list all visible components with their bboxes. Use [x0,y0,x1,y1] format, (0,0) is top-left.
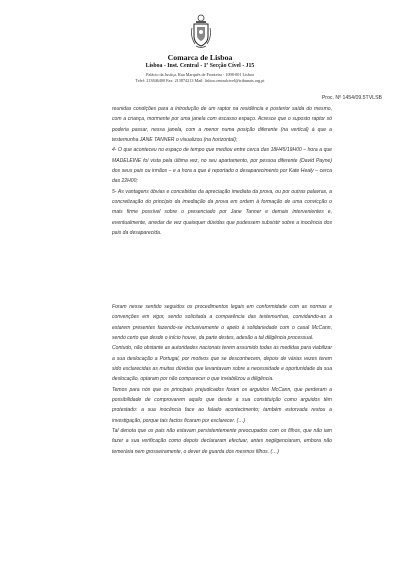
paragraph-prejudiced: Temos para nós que os principais prejudicados foram os arguidos McCann, que perderam a possibilidade de comprovarem aquilo que desde a sua constituição como arguidos têm protestado: a sua inocência face ao falado acontecimento; também estorvada restou a investigação, porque tais factos ficaram por esclarecer. (…) [112,386,332,424]
paragraph-parents: Tal denota que os pais não estavam persistentemente preocupados com os filhos, que não iam fazer a sua verificação como depois declararam efectuar, antes negligenciaram, embora não temerária nem grosseiramente, o dever de guarda dos mesmos filhos. (…) [112,428,332,455]
court-contacts: Telef: 213846400 Fax: 213874213 Mail: lisboa.centralcivel@tribunais.org.pt [135,78,265,83]
paragraph-procedures: Foram nesse sentido seguidos os procedimentos legais em conformidade com as normas e convenções em vigor, sendo solicitada a comparência das testemunhas, convidando-as a estarem presentes fazendo-se inclusivamente o apelo à solidariedade com o casal McCann, sendo certo que desde o início houve, da parte destes, adesão a tal diligência processual. [112,304,332,342]
paragraph-conditions: reunidas condições para a introdução de um raptor na residência e posterior saída do mesmo, com a criança, mormente por uma janela com escasso espaço. Acresce que o suposto raptor só poderia passar, nessa janela, com a menor numa posição diferente (na vertical) à que a testemunha JANE TANNER o visualizou (na horizontal); [112,106,332,144]
coat-of-arms-icon [190,14,212,50]
court-section: Lisboa - Inst. Central - 1ª Secção Cível - J15 [145,63,255,69]
court-name: Comarca de Lisboa [167,53,233,62]
paragraph-point-4: 4- O que aconteceu no espaço de tempo que mediou entre cerca das 18H45/19H00 – hora a que MADELEINE foi vista pela última vez, no seu apartamento, por pessoa diferente (David Payne) dos seus pais ou irmãos – e a hora a que é reportado o desaparecimento por Kate Healy – cerca das 22H00; [112,147,332,185]
process-number: Proc. Nº 1454/09.5TVLSB [321,95,382,101]
body-text [112,302,332,457]
court-address: Palácio da Justiça, Rua Marquês de Fronteira - 1098-001 Lisboa [146,72,254,77]
paragraph-point-5: 5- As vantagens óbvias e concebidas da apreciação imediata da prova, ou por outras palavras, a concretização do princípio da imediação da prova em ordem à formação de uma convicção o mais firme possível sobre o presenciado por Jane Tanner e demais intervenientes e, eventualmente, arredar de vez quaisquer dúvidas que pudessem subsistir sobre a inocência dos pais da desaparecida. [112,188,332,237]
body-text-indented [112,104,332,238]
paragraph-however: Contudo, não obstante as autoridades nacionais terem assumido todas as medidas para viabilizar a sua deslocação a Portugal, por motivos que se desconhecem, depois de várias vezes terem sido esclarecidas as muitas dúvidas que levantavam sobre a necessidade e oportunidade da sua deslocação, optaram por não comparecer o que inviabilizou a diligência. [112,345,332,383]
